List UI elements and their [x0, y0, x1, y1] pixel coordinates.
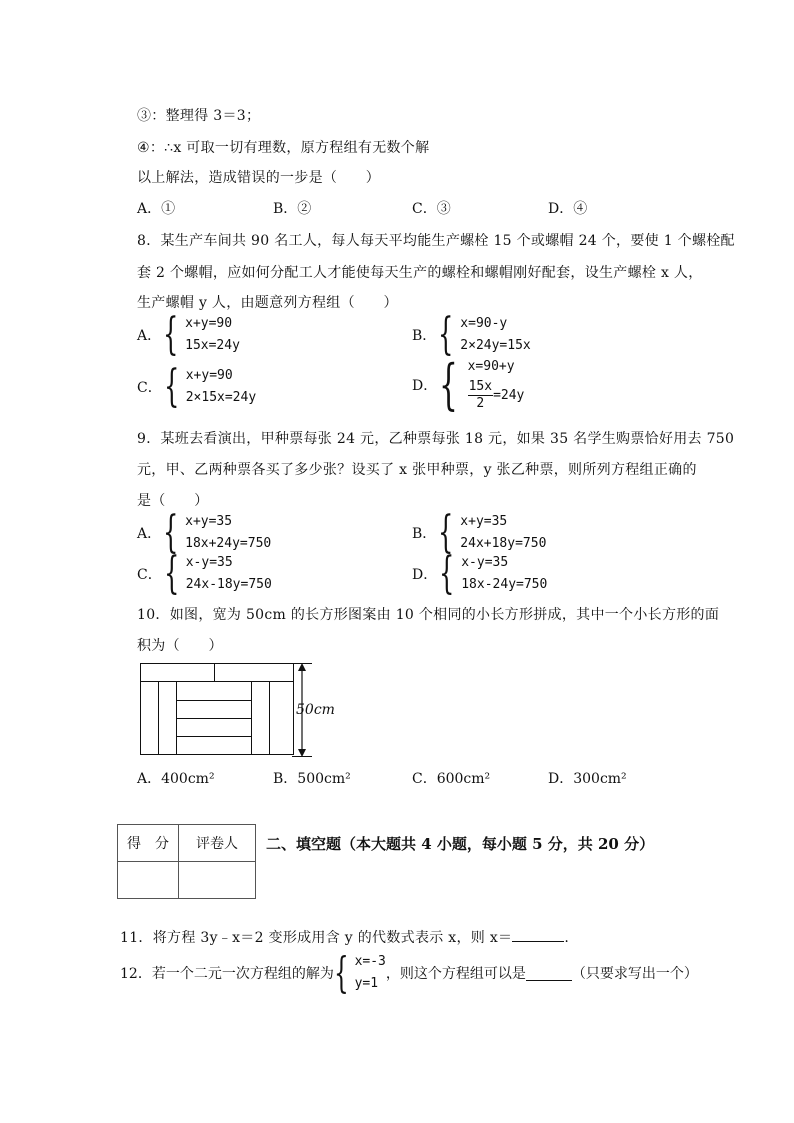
q10-line-2: 积为（ ） [137, 638, 223, 654]
q7-stem: 以上解法，造成错误的一步是（ ） [137, 170, 381, 186]
rectangle-figure [140, 663, 294, 755]
fraction-denominator: 2 [476, 396, 485, 411]
fraction-numerator: 15x [468, 379, 493, 394]
q11-end: . [564, 930, 570, 946]
equation: x=90-y [460, 316, 508, 331]
equation: x=90+y [467, 359, 515, 374]
brace-icon: { [333, 948, 349, 997]
q9-line-2: 元，甲、乙两种票各买了多少张？设买了 x 张甲种票，y 张乙种票，则所列方程组正确的 [137, 462, 697, 478]
option-label: C． [137, 380, 162, 396]
q7-option-b[interactable]: B．② [273, 201, 312, 217]
score-cell[interactable] [118, 862, 179, 899]
q11-text: 11．将方程 3y﹣x＝2 变形成用含 y 的代数式表示 x，则 x＝ [120, 930, 513, 946]
small-rect [214, 663, 294, 682]
option-label: A． [137, 526, 162, 542]
small-rect [269, 681, 294, 755]
equation: x+y=90 [185, 316, 233, 331]
q10-option-a[interactable]: A．400cm² [137, 771, 215, 787]
brace-icon: { [439, 548, 455, 599]
equation: x-y=35 [461, 555, 509, 570]
brace-icon: { [439, 353, 459, 416]
small-rect [176, 736, 252, 755]
q12-answer-blank[interactable] [526, 966, 572, 981]
q11-answer-blank[interactable] [512, 927, 564, 942]
equation: x+y=90 [185, 368, 233, 383]
equation: 24x-18y=750 [185, 577, 272, 592]
equation: x-y=35 [185, 555, 233, 570]
score-table [117, 824, 256, 899]
q9-option-b[interactable] [412, 507, 547, 558]
q12-eq2: y=1 [354, 976, 379, 991]
equation: 2×24y=15x [460, 338, 531, 353]
equation: x+y=35 [185, 514, 233, 529]
equation: x+y=35 [460, 514, 508, 529]
q8-option-d[interactable] [412, 353, 525, 416]
q9-line-1: 9．某班去看演出，甲种票每张 24 元，乙种票每张 18 元，如果 35 名学生购票恰好用去 750 [137, 431, 735, 447]
q8-line-1: 8．某生产车间共 90 名工人，每人每天平均能生产螺栓 15 个或螺帽 24 个，要使 1 个螺栓配 [137, 233, 735, 249]
step-4: ④：∴x 可取一切有理数，原方程组有无数个解 [137, 140, 430, 156]
q7-option-c[interactable]: C．③ [412, 201, 451, 217]
brace-icon: { [438, 309, 454, 360]
equation: 18x+24y=750 [185, 536, 272, 551]
grader-header: 评卷人 [179, 825, 256, 862]
option-label: C． [137, 567, 162, 583]
small-rect [176, 700, 252, 719]
q11 [120, 927, 569, 947]
q8-option-a[interactable] [137, 309, 240, 360]
q9-option-a[interactable] [137, 507, 272, 558]
option-label: B． [412, 526, 437, 542]
score-header: 得 分 [118, 825, 179, 862]
q12 [120, 948, 698, 997]
q8-line-3: 生产螺帽 y 人，由题意列方程组（ ） [137, 295, 398, 311]
brace-icon: { [163, 309, 179, 360]
step-3: ③：整理得 3＝3； [137, 108, 261, 124]
q12-eq1: x=-3 [354, 954, 386, 969]
q10-option-c[interactable]: C．600cm² [412, 771, 491, 787]
q12-post: ，则这个方程组可以是 [385, 966, 526, 982]
grader-cell[interactable] [179, 862, 256, 899]
brace-icon: { [163, 507, 179, 558]
q9-option-d[interactable] [412, 548, 548, 599]
brace-icon: { [438, 507, 454, 558]
small-rect [176, 681, 252, 701]
q12-pre: 12．若一个二元一次方程组的解为 [120, 966, 334, 982]
brace-icon: { [163, 361, 180, 412]
option-label: A． [137, 328, 162, 344]
equation: 24x+18y=750 [460, 536, 547, 551]
equation-rest: =24y [493, 388, 525, 403]
q8-line-2: 套 2 个螺帽，应如何分配工人才能使每天生产的螺栓和螺帽刚好配套，设生产螺栓 x 人， [137, 265, 703, 281]
brace-icon: { [163, 548, 180, 599]
small-rect [140, 681, 159, 755]
equation: 2×15x=24y [185, 390, 257, 405]
equation: 18x-24y=750 [461, 577, 548, 592]
q10-line-1: 10．如图，宽为 50cm 的长方形图案由 10 个相同的小长方形拼成，其中一个小长方形的面 [137, 607, 720, 623]
q12-end: （只要求写出一个） [571, 966, 698, 982]
small-rect [176, 718, 252, 737]
q10-option-b[interactable]: B．500cm² [273, 771, 351, 787]
section-2-title: 二、填空题（本大题共 4 小题，每小题 5 分，共 20 分） [266, 835, 655, 853]
option-label: B． [412, 328, 437, 344]
option-label: D． [412, 378, 438, 394]
small-rect [158, 681, 177, 755]
small-rect [140, 663, 215, 682]
q8-option-c[interactable] [137, 361, 257, 412]
q7-option-d[interactable]: D．④ [548, 201, 588, 217]
q9-line-3: 是（ ） [137, 493, 209, 509]
figure-label: 50cm [296, 702, 335, 718]
q9-option-c[interactable] [137, 548, 272, 599]
small-rect [251, 681, 270, 755]
q8-option-b[interactable] [412, 309, 531, 360]
option-label: D． [412, 567, 438, 583]
q7-option-a[interactable]: A．① [137, 201, 176, 217]
q10-option-d[interactable]: D．300cm² [548, 771, 627, 787]
equation: 15x=24y [185, 338, 240, 353]
